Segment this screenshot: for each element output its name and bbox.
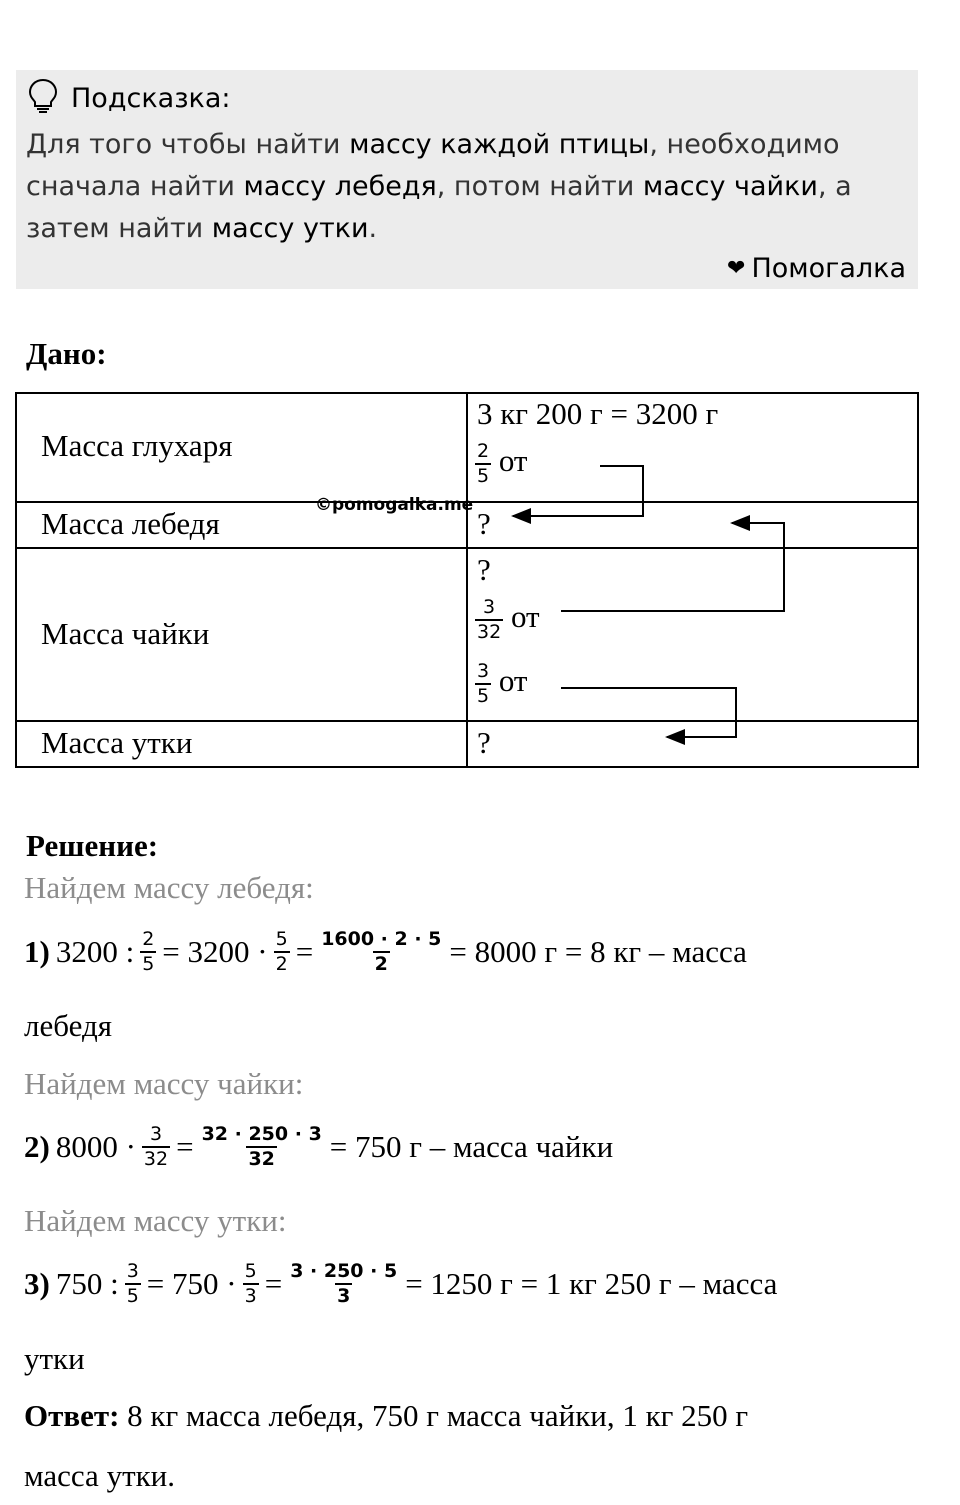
answer-line [24, 1398, 748, 1434]
brand-label: Помогалка [751, 253, 906, 284]
step1-continuation: лебедя [24, 1008, 112, 1043]
step2-hint: Найдем массу чайки: [24, 1066, 304, 1101]
row-value-swan: ? [477, 506, 491, 541]
hint-title: Подсказка: [71, 83, 231, 114]
row-label-swan: Масса лебедя [41, 506, 220, 541]
step3-continuation: утки [24, 1341, 85, 1376]
lightbulb-icon [26, 78, 60, 114]
relation-arrows [15, 392, 919, 768]
row-value-duck: ? [477, 725, 491, 760]
row-value-gull: ? [477, 552, 491, 587]
given-table [15, 392, 919, 768]
step1-hint: Найдем массу лебедя: [24, 870, 314, 905]
answer-continuation: масса утки. [24, 1458, 176, 1493]
fraction-3-32: $\frac{3}{32}$ от [477, 596, 540, 643]
fraction-2-5: $\frac{2}{5}$ от [477, 440, 528, 487]
fraction-3-5: $\frac{3}{5}$ от [477, 660, 528, 707]
answer-label: Ответ: [24, 1398, 120, 1433]
watermark: ©pomogalka.me [315, 495, 474, 515]
row-label-duck: Масса утки [41, 725, 193, 760]
step2-expression: 2) 8000 · $\frac{3}{32}$ = $\frac{32 \cdot 250 \cdot 3}{32}$ = 750 г – масса чайки [24, 1123, 614, 1170]
given-title: Дано: [26, 336, 107, 371]
hint-box [16, 70, 918, 289]
brand-link[interactable] [727, 248, 906, 290]
row-label-gull: Масса чайки [41, 616, 210, 651]
heart-icon: ❤ [727, 256, 746, 281]
step3-expression: 3) 750 : $\frac{3}{5}$ = 750 · $\frac{5}{3}$ = $\frac{3 \cdot 250 \cdot 5}{3}$ = 1250 г = 1 кг 250 г – масса [24, 1260, 778, 1307]
answer-text: 8 кг масса лебедя, 750 г масса чайки, 1 кг 250 г [127, 1398, 749, 1433]
step1-expression: 1) 3200 : $\frac{2}{5}$ = 3200 · $\frac{5}{2}$ = $\frac{1600 \cdot 2 \cdot 5}{2}$ = 8000 г = 8 кг – масса [24, 928, 747, 975]
row-label-grouse: Масса глухаря [41, 428, 233, 463]
step3-hint: Найдем массу утки: [24, 1203, 287, 1238]
hint-text: Для того чтобы найти массу каждой птицы, необходимо сначала найти массу лебедя, потом найти массу чайки, а затем найти массу утки. [26, 129, 852, 244]
solution-title: Решение: [26, 828, 159, 863]
row-value-grouse: 3 кг 200 г = 3200 г [477, 396, 719, 431]
